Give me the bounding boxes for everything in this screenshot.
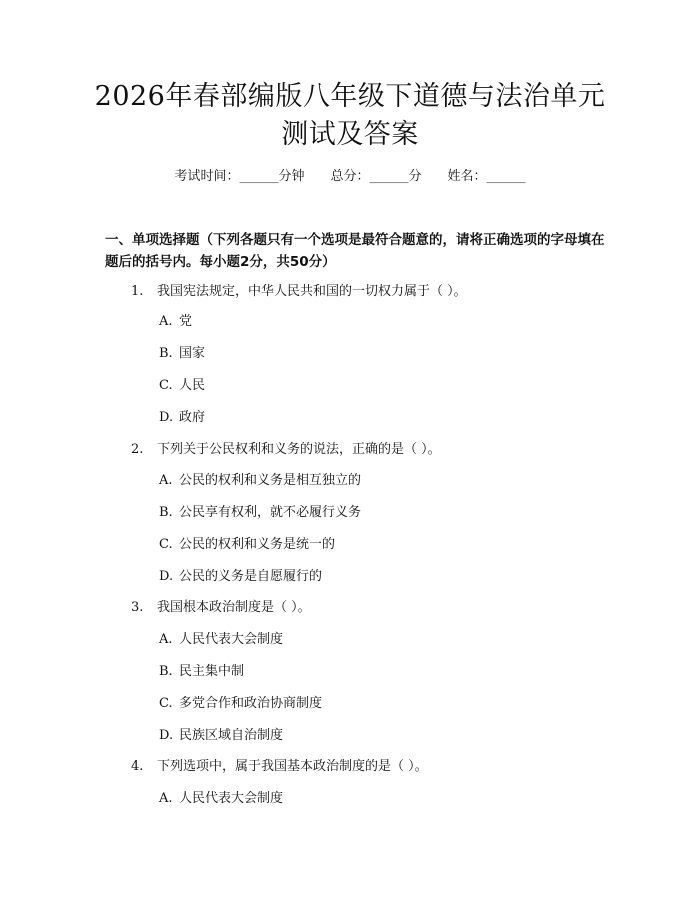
option-letter: A.	[159, 632, 173, 647]
question-text: 下列关于公民权利和义务的说法，正确的是（ ）。	[157, 442, 441, 457]
question-2-option-c	[159, 535, 335, 555]
option-text: 公民的义务是自愿履行的	[179, 569, 323, 584]
question-number: 1.	[131, 284, 144, 299]
option-text: 政府	[179, 410, 206, 425]
question-4-option-a	[159, 789, 283, 809]
question-2-option-b	[159, 503, 361, 523]
option-letter: C.	[159, 696, 173, 711]
option-letter: B.	[159, 664, 173, 679]
question-1-option-c	[159, 376, 205, 396]
question-3-option-c	[159, 694, 322, 714]
option-letter: B.	[159, 346, 173, 361]
option-text: 多党合作和政治协商制度	[179, 696, 323, 711]
option-text: 人民代表大会制度	[179, 632, 284, 647]
question-3-option-a	[159, 630, 283, 650]
question-number: 2.	[131, 442, 144, 457]
exam-time-field: 考试时间：______分钟	[174, 169, 305, 184]
option-letter: C.	[159, 378, 173, 393]
question-number: 4.	[131, 759, 144, 774]
question-text: 我国宪法规定，中华人民共和国的一切权力属于（ ）。	[157, 284, 467, 299]
question-4	[131, 757, 428, 777]
question-number: 3.	[131, 600, 144, 615]
option-text: 人民代表大会制度	[179, 791, 284, 806]
option-text: 党	[179, 314, 193, 329]
exam-info-row	[140, 167, 560, 187]
question-3-option-d	[159, 726, 283, 746]
question-1	[131, 282, 467, 302]
option-letter: D.	[159, 728, 174, 743]
question-3	[131, 598, 311, 618]
total-score-field: 总分：______分	[330, 169, 422, 184]
question-2-option-a	[159, 471, 361, 491]
question-text: 下列选项中，属于我国基本政治制度的是（ ）。	[157, 759, 428, 774]
question-2-option-d	[159, 567, 322, 587]
question-1-option-d	[159, 408, 205, 428]
option-letter: D.	[159, 410, 174, 425]
option-text: 公民享有权利，就不必履行义务	[179, 505, 362, 520]
option-letter: D.	[159, 569, 174, 584]
question-2	[131, 440, 441, 460]
question-text: 我国根本政治制度是（ ）。	[157, 600, 311, 615]
section-heading: 一、单项选择题（下列各题只有一个选项是最符合题意的，请将正确选项的字母填在题后的括号内。每小题2分，共50分）	[105, 232, 605, 270]
question-1-option-a	[159, 312, 192, 332]
option-letter: C.	[159, 537, 173, 552]
option-letter: B.	[159, 505, 173, 520]
document-title: 2026年春部编版八年级下道德与法治单元测试及答案	[94, 81, 606, 150]
option-text: 国家	[179, 346, 206, 361]
option-letter: A.	[159, 314, 173, 329]
option-text: 民主集中制	[179, 664, 245, 679]
question-1-option-b	[159, 344, 205, 364]
option-text: 民族区域自治制度	[179, 728, 284, 743]
option-text: 人民	[179, 378, 206, 393]
option-text: 公民的权利和义务是相互独立的	[179, 473, 362, 488]
question-3-option-b	[159, 662, 244, 682]
option-letter: A.	[159, 791, 173, 806]
option-text: 公民的权利和义务是统一的	[179, 537, 336, 552]
student-name-field: 姓名：______	[447, 169, 526, 184]
option-letter: A.	[159, 473, 173, 488]
